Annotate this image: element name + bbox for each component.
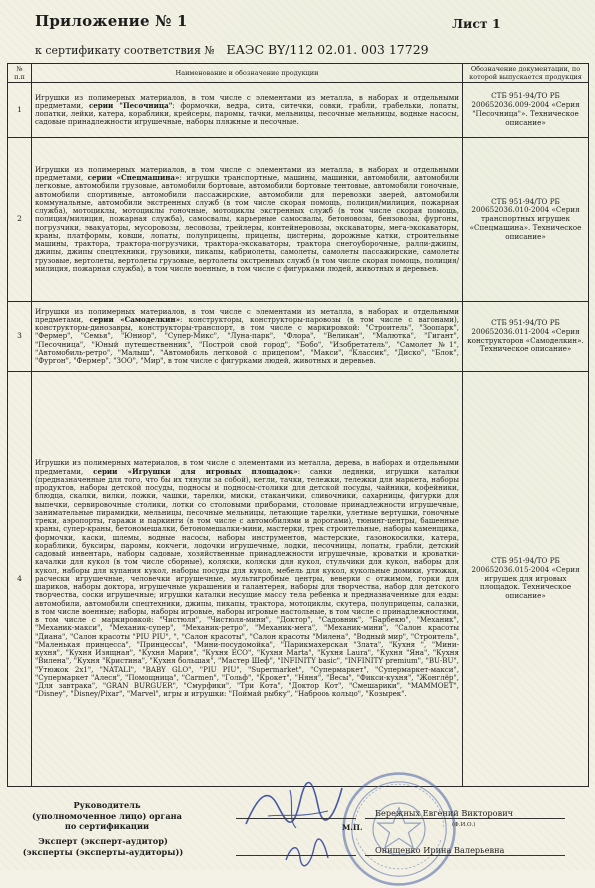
expert-signature-scribble <box>282 838 332 868</box>
row-number: 4 <box>8 372 32 787</box>
row-number: 3 <box>8 302 32 372</box>
expert-name-line <box>365 855 565 856</box>
header-product-name: Наименование и обозначение продукции <box>32 64 463 83</box>
document-title: Приложение № 1 <box>35 12 188 30</box>
series-name: серии «Самоделкин» <box>89 314 181 324</box>
table-row <box>8 138 589 302</box>
documentation-ref: СТБ 951-94/ТО РБ 200652036.010-2004 «Серия транспортных игрушек «Спецмашина». Техническое описание» <box>463 138 589 302</box>
fio-label: (Ф.И.О.) <box>452 822 476 828</box>
series-name: серии «Спецмашина» <box>87 173 180 183</box>
header-documentation: Обозначение документации, по которой выпускается продукция <box>463 64 589 83</box>
head-name-line <box>365 818 565 819</box>
table-row <box>8 83 589 138</box>
expert-signature-line <box>236 855 356 856</box>
head-name: Бережных Евгений Викторович <box>375 808 514 818</box>
products-table <box>7 63 589 787</box>
product-description: Игрушки из полимерных материалов, в том числе с элементами из металла, в наборах и отдельными предметами, серии «Спецмашина»: игрушки транспортные, машины, машинки, автомобили, автомобили легковые, автомобили грузовые, автомобили бортовые, автомобили бортовые тентовые, автомобили гоночные, автомобили спортивные, автомобили пассажирские, автомобили для перевозки зверей, автомобили коммунальные, автомобили экстренных служб (в том числе скорая помощь, полиция/милиция, пожарная служба), мотоциклы, мотоциклы гоночные, мотоциклы экстренных служб (в том числе скорая помощь, полиция/милиция, пожарная служба), самосвалы, карьерные самосвалы, бетоновозы, бензовозы, фургоны, погрузчики, эвакуаторы, мусоровозы, лесовозы, трейлеры, контейнеровозы, экскаваторы, мега-экскаваторы, краны, платформы, ковши, лопаты, полуприцепы, прицепы, цистерны, дорожные катки, строительные машины, трактора, трактора-погрузчики, трактора-экскаваторы, трактора снегоуборочные, ралли-джипы, джипы, джипы спецтехники, грузовики, пикапы, кабриолеты, самолеты, самолеты пассажирские, самолеты грузовые, вертолеты, вертолеты грузовые, вертолеты экстренных служб (в том числе скорая помощь, полиция/милиция, пожарная служба), в том числе военные, в том числе с фигурками людей, животных и деревьев. <box>32 138 463 302</box>
table-row <box>8 372 589 787</box>
documentation-ref: СТБ 951-94/ТО РБ 200652036.015-2004 «Серия игрушек для игровых площадок. Техническое описание» <box>463 372 589 787</box>
row-number: 1 <box>8 83 32 138</box>
product-description: Игрушки из полимерных материалов, в том числе с элементами из металла, в наборах и отдельными предметами, серии "Песочница": формочки, ведра, сита, ситечки, совки, грабли, грабельки, лопаты, лопатки, лейки, катера, кораблики, крейсеры, паромы, тачки, мельницы, песочные мельницы, водные насосы, садовые принадлежности игрушечные, наборы пляжные и песочные. <box>32 83 463 138</box>
series-name: серии "Песочница" <box>88 100 173 110</box>
header-number: № п.п <box>8 64 32 83</box>
expert-label: Эксперт (эксперт-аудитор) (эксперты (эксперты-аудиторы)) <box>22 836 184 857</box>
expert-name: Онищенко Ирина Валерьевна <box>375 845 505 855</box>
head-signature-line <box>236 818 356 819</box>
sheet-number: Лист 1 <box>452 16 501 31</box>
certificate-reference <box>35 42 555 57</box>
table-header-row <box>8 64 589 83</box>
product-description: Игрушки из полимерных материалов, в том числе с элементами из металла, дерева, в наборах и отдельными предметами, серии «Игрушки для игровых площадок»: санки ледянки, игрушки каталки (предназначенные для того, что бы их тянули за собой), кегли, тачки, тележки, тележки для маркета, наборы продуктов, наборы детской посуды, подносы и подносы-столики для детской посуды, чайники, кофейники, блюдца, скалки, вилки, ложки, чашки, тарелки, миски, стаканчики, сливочники, сахарницы, фигурки для выпечки, сервировочные столики, лотки со столовыми приборами, столовые принадлежности игрушечные, занимательные пирамидки, мельницы, песочные мельницы, летающие тарелки, улетные вертушки, гоночные треки, аэропорты, гаражи и паркинги (в том числе с автомобилями и дорогами), тюнинг-центры, башенные краны, супер-краны, бетономешалки, бетономешалки-мини, мастерки, трек строительные, наборы каменщика, формочки, каски, шлемы, водные насосы, наборы инструментов, мастерские, газонокосилки, катера, кораблики, буксиры, паромы, кокчеги, лодочки игрушечные, лодки, песочницы, лопаты, грабли, детский садовый инвентарь, наборы садовые, хозяйственные принадлежности игрушечные, кроватки и кроватки-качалки для кукол (в том числе сборные), коляски, коляски для кукол, стульчики для кукол, наборы для кукол, наборы для купания кукол, наборы посуды для кукол, мебель для кукол, кукольные домики, утюжки, расчески игрушечные, человечки игрушечные, мультигробные центры, веверки с отжимом, горки для шариков, наборы доктора, игрушечные украшения и галантерея, наборы для творчества, набор для детского творчества, соски игрушечные; игрушки каталки несущие массу тела ребенка и предназначенные для езды: автомобили, автомобили спецтехники, джипы, пикапы, трактора, мотоциклы, скутера, полуприцепы, салазки, в том числе военные; наборы, наборы игровые, наборы игровые настольные, в том числе с принадлежностями, в том числе с маркировкой: "Чистюля", "Чистюля-мини", "Доктор", "Садовник", "Барбекю", "Механик", "Механик-макси", "Механик-супер", "Механик-ретро", "Механик-мега", "Механик-мини", "Салон красоты "Диана", "Салон красоты "PIU PIU", ", "Салон красоты", "Салон красоты "Милена", "Водный мир", "Строитель", "Маленькая принцесса", "Принцессы", "Мини-посудомойка", "Парикмахерская "Злата", "Кухня ", "Мини-кухня", "Кухня Изящная", "Кухня Мария", "Кухня ECO", "Кухня Marta", "Кухня Laura", "Кухня "Яна", "Кухня "Вилена", "Кухня "Кристина", "Кухня большая", "Мастер Шеф", "INFINITY basic", "INFINITY premium", "BU-BU", "Утюжок 2x1", "NATALI", "BABY GLO", "PIU PIU", "Supermarket", "Супермаркет", "Супермаркет-макси", "Супермаркет "Алеся", "Помощница", "Carmen", "Гольф", "Крокет", "Няня", "Весы", "Фикси-кухня", "Жонглёр", "Для завтрака", "GRAN BURGUER", "Смурфики", "Три Кота", "Доктор Кот", "Смешарики", "MAMMOET", "Disney", "Disney/Pixar", "Marvel", игры и игрушки: "Поймай рыбку", "Наброоь кольцо", "Козырек". <box>32 372 463 787</box>
table-row <box>8 302 589 372</box>
certificate-prefix: к сертификату соответствия № <box>35 44 215 57</box>
series-name: серии «Игрушки для игровых площадок» <box>93 466 298 476</box>
documentation-ref: СТБ 951-94/ТО РБ 200652036.009-2004 «Серия "Песочница"». Техническое описание» <box>463 83 589 138</box>
row-number: 2 <box>8 138 32 302</box>
documentation-ref: СТБ 951-94/ТО РБ 200652036.011-2004 «Серия конструкторов «Самоделкин». Техническое описание» <box>463 302 589 372</box>
product-description: Игрушки из полимерных материалов, в том числе с элементами из металла, в наборах и отдельными предметами, серии «Самоделкин»: конструкторы, конструкторы-паровозы (в том числе с вагонами), конструкторы-динозавры, конструкторы-транспорт, в том числе с маркировкой: "Строитель", "Зоопарк", "Фермер", "Семья", "Юниор", "Супер-Микс", "Луна-парк", "Флора", "Великан", "Малютка", "Гигант", "Песочница", "Юный путешественник", "Построй свой город", "Бобо", "Изобретатель", "Самолет №1", "Автомобиль-ретро", "Малыш", "Автомобиль легковой с прицепом", "Макси", "Классик", "Диско", "Блок", "Фургон", "Фермер", "ЗОО", "Мир", в том числе с фигурками людей, животных и деревьев. <box>32 302 463 372</box>
certificate-number: ЕАЭС BY/112 02.01. 003 17729 <box>226 42 429 57</box>
head-label: Руководитель (уполномоченное лицо) органа по сертификации <box>32 800 182 831</box>
head-signature-scribble <box>238 776 348 836</box>
mp-label: М.П. <box>342 823 363 832</box>
